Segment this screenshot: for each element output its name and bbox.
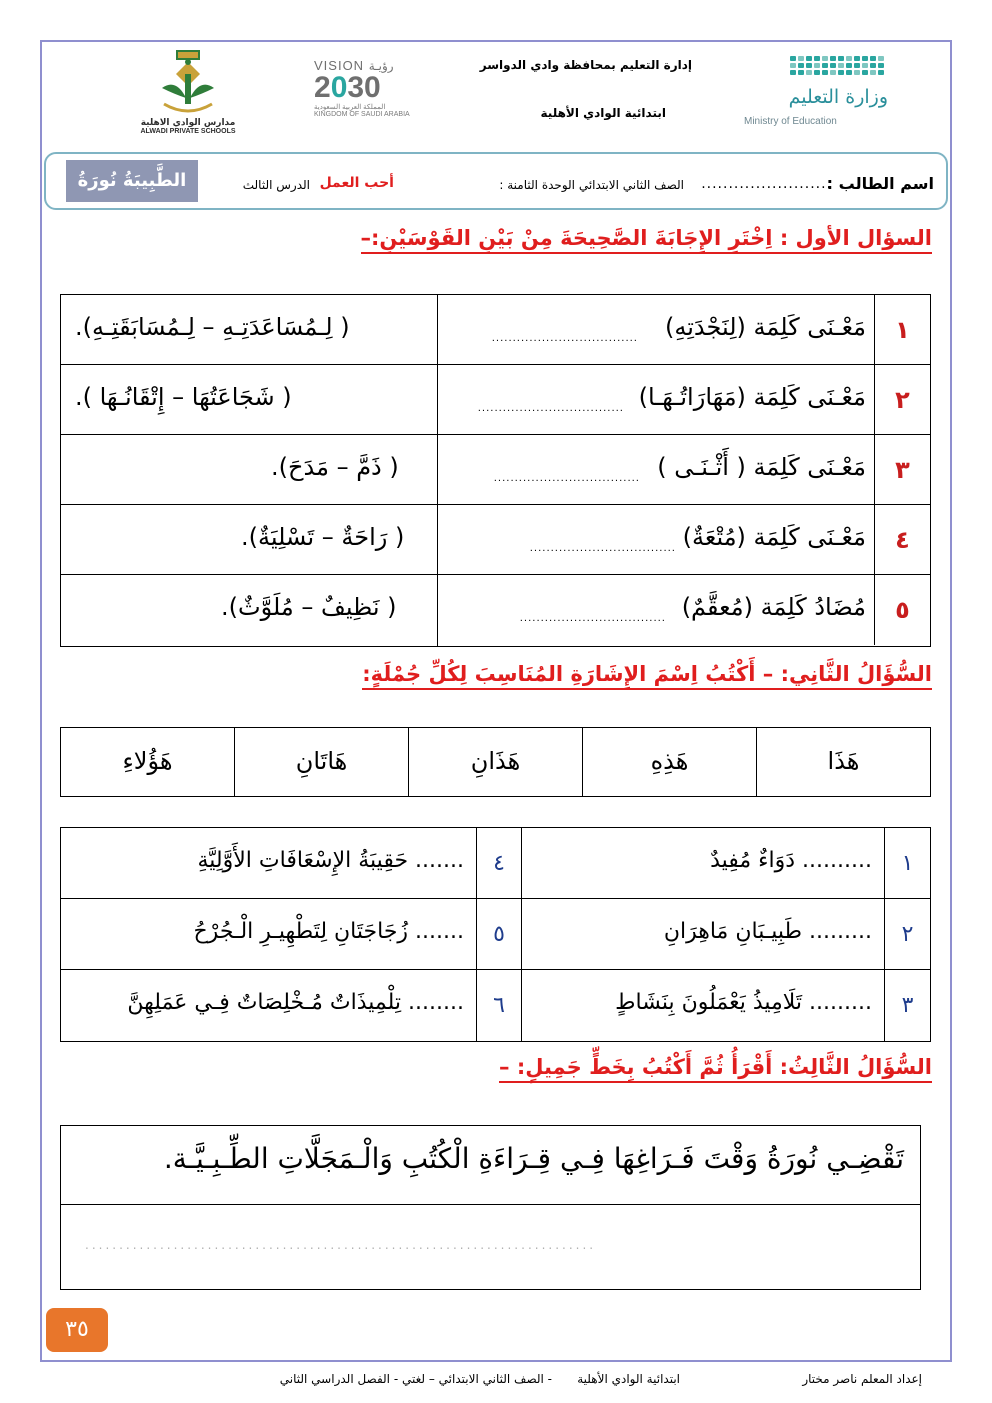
alwadi-schools-logo xyxy=(136,48,240,144)
school-emblem-icon xyxy=(156,48,220,118)
q2-sentence[interactable]: ....... حَقِيبَةُ الإِسْعَافَاتِ الأَوَّلِيَّةِ xyxy=(197,848,464,873)
question-1-title-text: السؤال الأول : اِخْتَرِ الإِجَابَةَ الصَّحِيحَةَ مِنْ بَيْنِ القَوْسَيْنِ:– xyxy=(360,226,932,250)
q1-row-number: ٤ xyxy=(874,505,930,574)
q2-sentence[interactable]: ......... طَبِيـبَانِ مَاهِرَانِ xyxy=(663,919,872,944)
q2-sentence[interactable]: ......... تَلَامِيذُ يَعْمَلُونَ بِنَشَاطٍ xyxy=(615,990,872,1015)
q1-row-choices: ( نَظِيفٌ – مُلَوَّثٌ). xyxy=(221,593,397,621)
handwriting-box xyxy=(60,1125,921,1290)
word-bank-item: هَذِهِ xyxy=(582,728,756,796)
header xyxy=(44,44,948,144)
vision-sub-ar: المملكة العربية السعودية xyxy=(314,104,386,111)
q1-row-choices: ( لِـمُسَاعَدَتِـهِ – لِـمُسَابَقَتِـهِ). xyxy=(75,313,350,341)
q1-row-choices: ( ذَمَّ – مَدَحَ). xyxy=(271,453,399,481)
q1-row xyxy=(61,435,930,505)
question-1-underline xyxy=(361,252,932,254)
q1-row-word: مَعْـنَى كَلِمَة (لِنَجْدَتِهِ) xyxy=(665,313,866,341)
question-3-underline xyxy=(499,1081,932,1083)
word-bank-item: هَؤُلاءِ xyxy=(122,747,173,775)
q1-row xyxy=(61,295,930,365)
footer-grade-term: - الصف الثاني الابتدائي – لغتي - الفصل الدراسي الثاني xyxy=(279,1372,552,1386)
question-2-title xyxy=(362,662,932,686)
question-3-title-text: السُّؤَالُ الثَّالِثُ: أَقْرَأُ ثُمَّ أَكْتُبُ بِخَطٍّ جَمِيلٍ: – xyxy=(499,1055,932,1079)
student-name-field[interactable]: ........................ xyxy=(701,176,832,192)
q2-sentence[interactable]: ....... زُجَاجَتَانِ لِتَطْهِيـرِ الْـجُرْحُ xyxy=(193,919,464,944)
student-name-label: اسم الطالب : xyxy=(826,174,934,193)
q2-item-number: ٥ xyxy=(476,899,522,969)
question-3-title xyxy=(499,1055,932,1079)
vision-label-ar: رؤيـة xyxy=(368,59,394,73)
q1-row-number: ٢ xyxy=(874,365,930,434)
q2-row xyxy=(61,828,930,899)
school-name: ابتدائية الوادي الأهلية xyxy=(540,106,666,120)
grade-unit-line: الصف الثاني الابتدائي الوحدة الثامنة : xyxy=(499,178,684,192)
q2-sentence[interactable]: .......... دَوَاءٌ مُفِيدٌ xyxy=(710,848,872,873)
q1-row-number: ١ xyxy=(874,295,930,364)
q1-row-choices: ( رَاحَةٌ – تَسْلِيَةٌ). xyxy=(241,523,405,551)
q1-row-choices: ( شَجَاعَتُهَا – إِتْقَانُـهَا ). xyxy=(75,383,292,411)
question-2-title-text: السُّؤَالُ الثَّانِي: – أَكْتُبُ اِسْمَ الإِشَارَةِ المُنَاسِبَ لِكُلِّ جُمْلَةٍ: xyxy=(362,662,932,686)
q1-row-number: ٣ xyxy=(874,435,930,504)
q2-item-number: ٣ xyxy=(884,970,930,1041)
demonstratives-word-bank xyxy=(60,727,931,797)
word-bank-item: هَذَانِ xyxy=(408,728,582,796)
school-logo-name-en: ALWADI PRIVATE SCHOOLS xyxy=(140,128,236,135)
q1-row xyxy=(61,365,930,435)
q1-row-word: مَعْـنَى كَلِمَة (مُتْعَةٌ) xyxy=(682,523,866,551)
q2-item-number: ٤ xyxy=(476,828,522,898)
education-administration: إدارة التعليم بمحافظة وادي الدواسر xyxy=(479,58,692,72)
question-2-underline xyxy=(362,688,932,690)
question-1-table xyxy=(60,294,931,647)
word-bank-item: هَذَا xyxy=(756,728,930,796)
q1-answer-blank[interactable]: ................................... xyxy=(491,333,638,344)
ministry-name-en: Ministry of Education xyxy=(744,116,837,127)
handwriting-line[interactable]: ........................................................................... xyxy=(85,1238,597,1252)
vision-year-digits: 30 xyxy=(347,71,381,104)
ministry-dots-icon xyxy=(790,56,886,82)
page-number-badge: ٣٥ xyxy=(46,1308,108,1352)
vision-sub-en: KINGDOM OF SAUDI ARABIA xyxy=(314,111,410,118)
footer-prepared-by: إعداد المعلم ناصر مختار xyxy=(802,1372,922,1386)
q2-row xyxy=(61,970,930,1041)
vision-2030-logo xyxy=(314,58,414,138)
vision-year-digit: 2 xyxy=(314,71,331,104)
box-divider xyxy=(61,1204,920,1205)
vision-year-zero: 0 xyxy=(330,71,348,104)
q2-item-number: ٦ xyxy=(476,970,522,1041)
q2-sentence[interactable]: ........ تِلْمِيذَاتٌ مُـخْلِصَاتٌ فِـي عَمَلِهِنَّ xyxy=(127,990,464,1015)
q1-row-word: مُضَادُ كَلِمَة (مُعقَّمٌ) xyxy=(681,593,866,621)
q1-row xyxy=(61,505,930,575)
footer xyxy=(40,1368,952,1398)
question-2-table xyxy=(60,827,931,1042)
question-1-title xyxy=(361,226,932,250)
vision-label: VISION xyxy=(314,58,365,73)
q1-answer-blank[interactable]: ................................... xyxy=(477,403,624,414)
q1-answer-blank[interactable]: ................................... xyxy=(493,473,640,484)
q1-answer-blank[interactable]: ................................... xyxy=(519,613,666,624)
school-logo-name-ar: مدارس الوادي الاهلية xyxy=(140,118,236,128)
model-sentence: تَقْضِـي نُورَةُ وَقْتَ فَـرَاغِهَا فِـي قِـرَاءَةِ الْكُتُبِ وَالْـمَجَلَّاتِ الطِّـبِـيَّـة. xyxy=(163,1142,904,1175)
q2-row xyxy=(61,899,930,970)
q1-answer-blank[interactable]: ................................... xyxy=(529,543,676,554)
q1-row-word: مَعْـنَى كَلِمَة (مَهَارَاتُـهَـا) xyxy=(638,383,866,411)
lesson-number: الدرس الثالث xyxy=(242,178,310,192)
ministry-name-ar: وزارة التعليم xyxy=(788,86,888,108)
q1-row-number: ٥ xyxy=(874,575,930,645)
q2-item-number: ٢ xyxy=(884,899,930,969)
student-info-bar xyxy=(44,152,948,210)
footer-school: ابتدائية الوادي الأهلية xyxy=(577,1372,680,1386)
word-bank-item: هَاتَانِ xyxy=(234,728,408,796)
ministry-of-education-logo xyxy=(738,54,888,134)
unit-title: أحب العمل xyxy=(319,175,394,191)
q1-row xyxy=(61,575,930,645)
lesson-topic-badge: الطَّبِيبَةُ نُورَةُ xyxy=(66,160,198,202)
q1-row-word: مَعْـنَى كَلِمَة ( أَثْـنَـى ) xyxy=(657,453,866,481)
q2-item-number: ١ xyxy=(884,828,930,898)
